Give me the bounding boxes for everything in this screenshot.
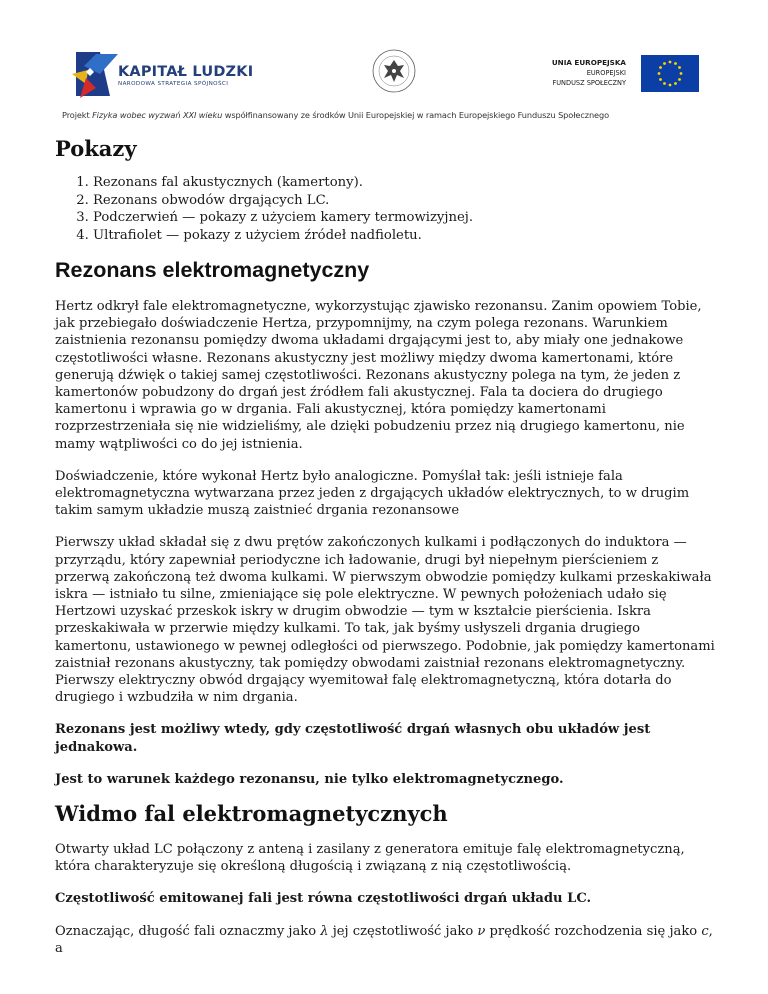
paragraph: Otwarty układ LC połączony z anteną i zasilany z generatora emituje falę elektromagnetyczną, która charakteryzuje się określoną długością i związaną z nią częstotliwością. bbox=[55, 842, 685, 875]
nu-symbol: ν bbox=[477, 923, 486, 939]
heading-widmo: Widmo fal elektromagnetycznych bbox=[55, 801, 448, 827]
kapital-ludzki-wordmark bbox=[118, 64, 253, 87]
list-item: 1. Rezonans fal akustycznych (kamertony). bbox=[93, 174, 715, 192]
main-content bbox=[55, 132, 715, 957]
pokazy-list bbox=[55, 174, 715, 244]
eu-flag-icon bbox=[641, 55, 699, 92]
list-item: 2. Rezonans obwodów drgających LC. bbox=[93, 192, 715, 210]
paragraph: Pierwszy układ składał się z dwu prętów zakończonych kulkami i podłączonych do induktora — przyrządu, który zapewniał periodyczne ich ładowanie, drugi był niepełnym pierścieniem z przerwą zakończoną też dwoma kulkami. W pierwszym obwodzie pomiędzy kulkami przeskakiwała iskra — istniało tu silne, zmieniające się pole elektryczne. W pewnych położeniach udało się Hertzowi uzyskać przeskok iskry w drugim obwodzie — tym w kształcie pierścienia. Iskra przeskakiwała w przerwie między kulkami. To tak, jak byśmy usłyszeli drgania drugiego kamertonu, ustawionego w pewnej odległości od pierwszego. Podobnie, jak pomiędzy kamertonami zaistniał rezonans akustyczny, tak pomiędzy obwodami zaistniał rezonans elektromagnetyczny. Pierwszy elektryczny obwód drgający wyemitował falę elektromagnetyczną, która dotarła do drugiego i wzbudziła w nim drgania. bbox=[55, 535, 715, 706]
project-suffix: współfinansowany ze środków Unii Europejskiej w ramach Europejskiego Funduszu Społecznego bbox=[222, 110, 609, 120]
paragraph-symbols bbox=[55, 923, 715, 957]
eu-line-2: EUROPEJSKI bbox=[586, 69, 626, 77]
project-funding-note bbox=[62, 110, 712, 120]
university-seal-icon bbox=[371, 48, 417, 94]
paragraph: Doświadczenie, które wykonał Hertz było analogiczne. Pomyślał tak: jeśli istnieje fala elektromagnetyczna wytwarzana przez jeden z drgających układów elektrycznych, to w drugim takim samym układzie muszą zaistnieć drgania rezonansowe bbox=[55, 468, 690, 519]
text-run: , a bbox=[55, 923, 713, 956]
bold-statement: Jest to warunek każdego rezonansu, nie tylko elektromagnetycznego. bbox=[55, 771, 564, 787]
kapital-subtitle: NARODOWA STRATEGIA SPÓJNOŚCI bbox=[118, 81, 229, 87]
list-item: 4. Ultrafiolet — pokazy z użyciem źródeł nadfioletu. bbox=[93, 227, 715, 245]
text-run: prędkość rozchodzenia się jako bbox=[485, 923, 702, 939]
heading-pokazy: Pokazy bbox=[55, 136, 137, 161]
kapital-ludzki-logo bbox=[66, 44, 126, 104]
paragraph: Hertz odkrył fale elektromagnetyczne, wykorzystując zjawisko rezonansu. Zanim opowiem Tobie, jak przebiegało doświadczenie Hertza, przypomnijmy, na czym polega rezonans. Warunkiem zaistnienia rezonansu pomiędzy dwoma układami drgającymi jest to, aby miały one jednakowe częstotliwości własne. Rezonans akustyczny jest możliwy między dwoma kamertonami, które generują dźwięk o takiej samej częstotliwości. Rezonans akustyczny polega na tym, że jeden z kamertonów pobudzony do drgań jest źródłem fali akustycznej. Fala ta dociera do drugiego kamertonu i wprawia go w drgania. Fali akustycznej, która pomiędzy kamertonami rozprzestrzeniała się nie widzieliśmy, ale dzięki pobudzeniu przez nią drugiego kamertonu, nie mamy wątpliwości co do jej istnienia. bbox=[55, 299, 702, 452]
text-run: Oznaczając, długość fali oznaczmy jako bbox=[55, 923, 321, 939]
bold-statement: Częstotliwość emitowanej fali jest równa częstotliwości drgań układu LC. bbox=[55, 891, 592, 907]
project-title: Fizyka wobec wyzwań XXI wieku bbox=[92, 110, 223, 120]
page-header bbox=[0, 0, 768, 120]
text-run: jej częstotliwość jako bbox=[328, 923, 478, 939]
eu-line-3: FUNDUSZ SPOŁECZNY bbox=[552, 79, 626, 87]
c-symbol: c bbox=[701, 923, 709, 939]
project-prefix: Projekt bbox=[62, 110, 93, 120]
list-item: 3. Podczerwień — pokazy z użyciem kamery termowizyjnej. bbox=[93, 209, 715, 227]
bold-statement: Rezonans jest możliwy wtedy, gdy częstotliwość drgań własnych obu układów jest jednakowa. bbox=[55, 722, 651, 755]
kapital-title: KAPITAŁ LUDZKI bbox=[118, 64, 254, 80]
eu-line-1: UNIA EUROPEJSKA bbox=[551, 58, 626, 67]
lambda-symbol: λ bbox=[320, 923, 329, 939]
eu-wordmark bbox=[552, 58, 626, 88]
heading-rezonans: Rezonans elektromagnetyczny bbox=[55, 258, 370, 282]
